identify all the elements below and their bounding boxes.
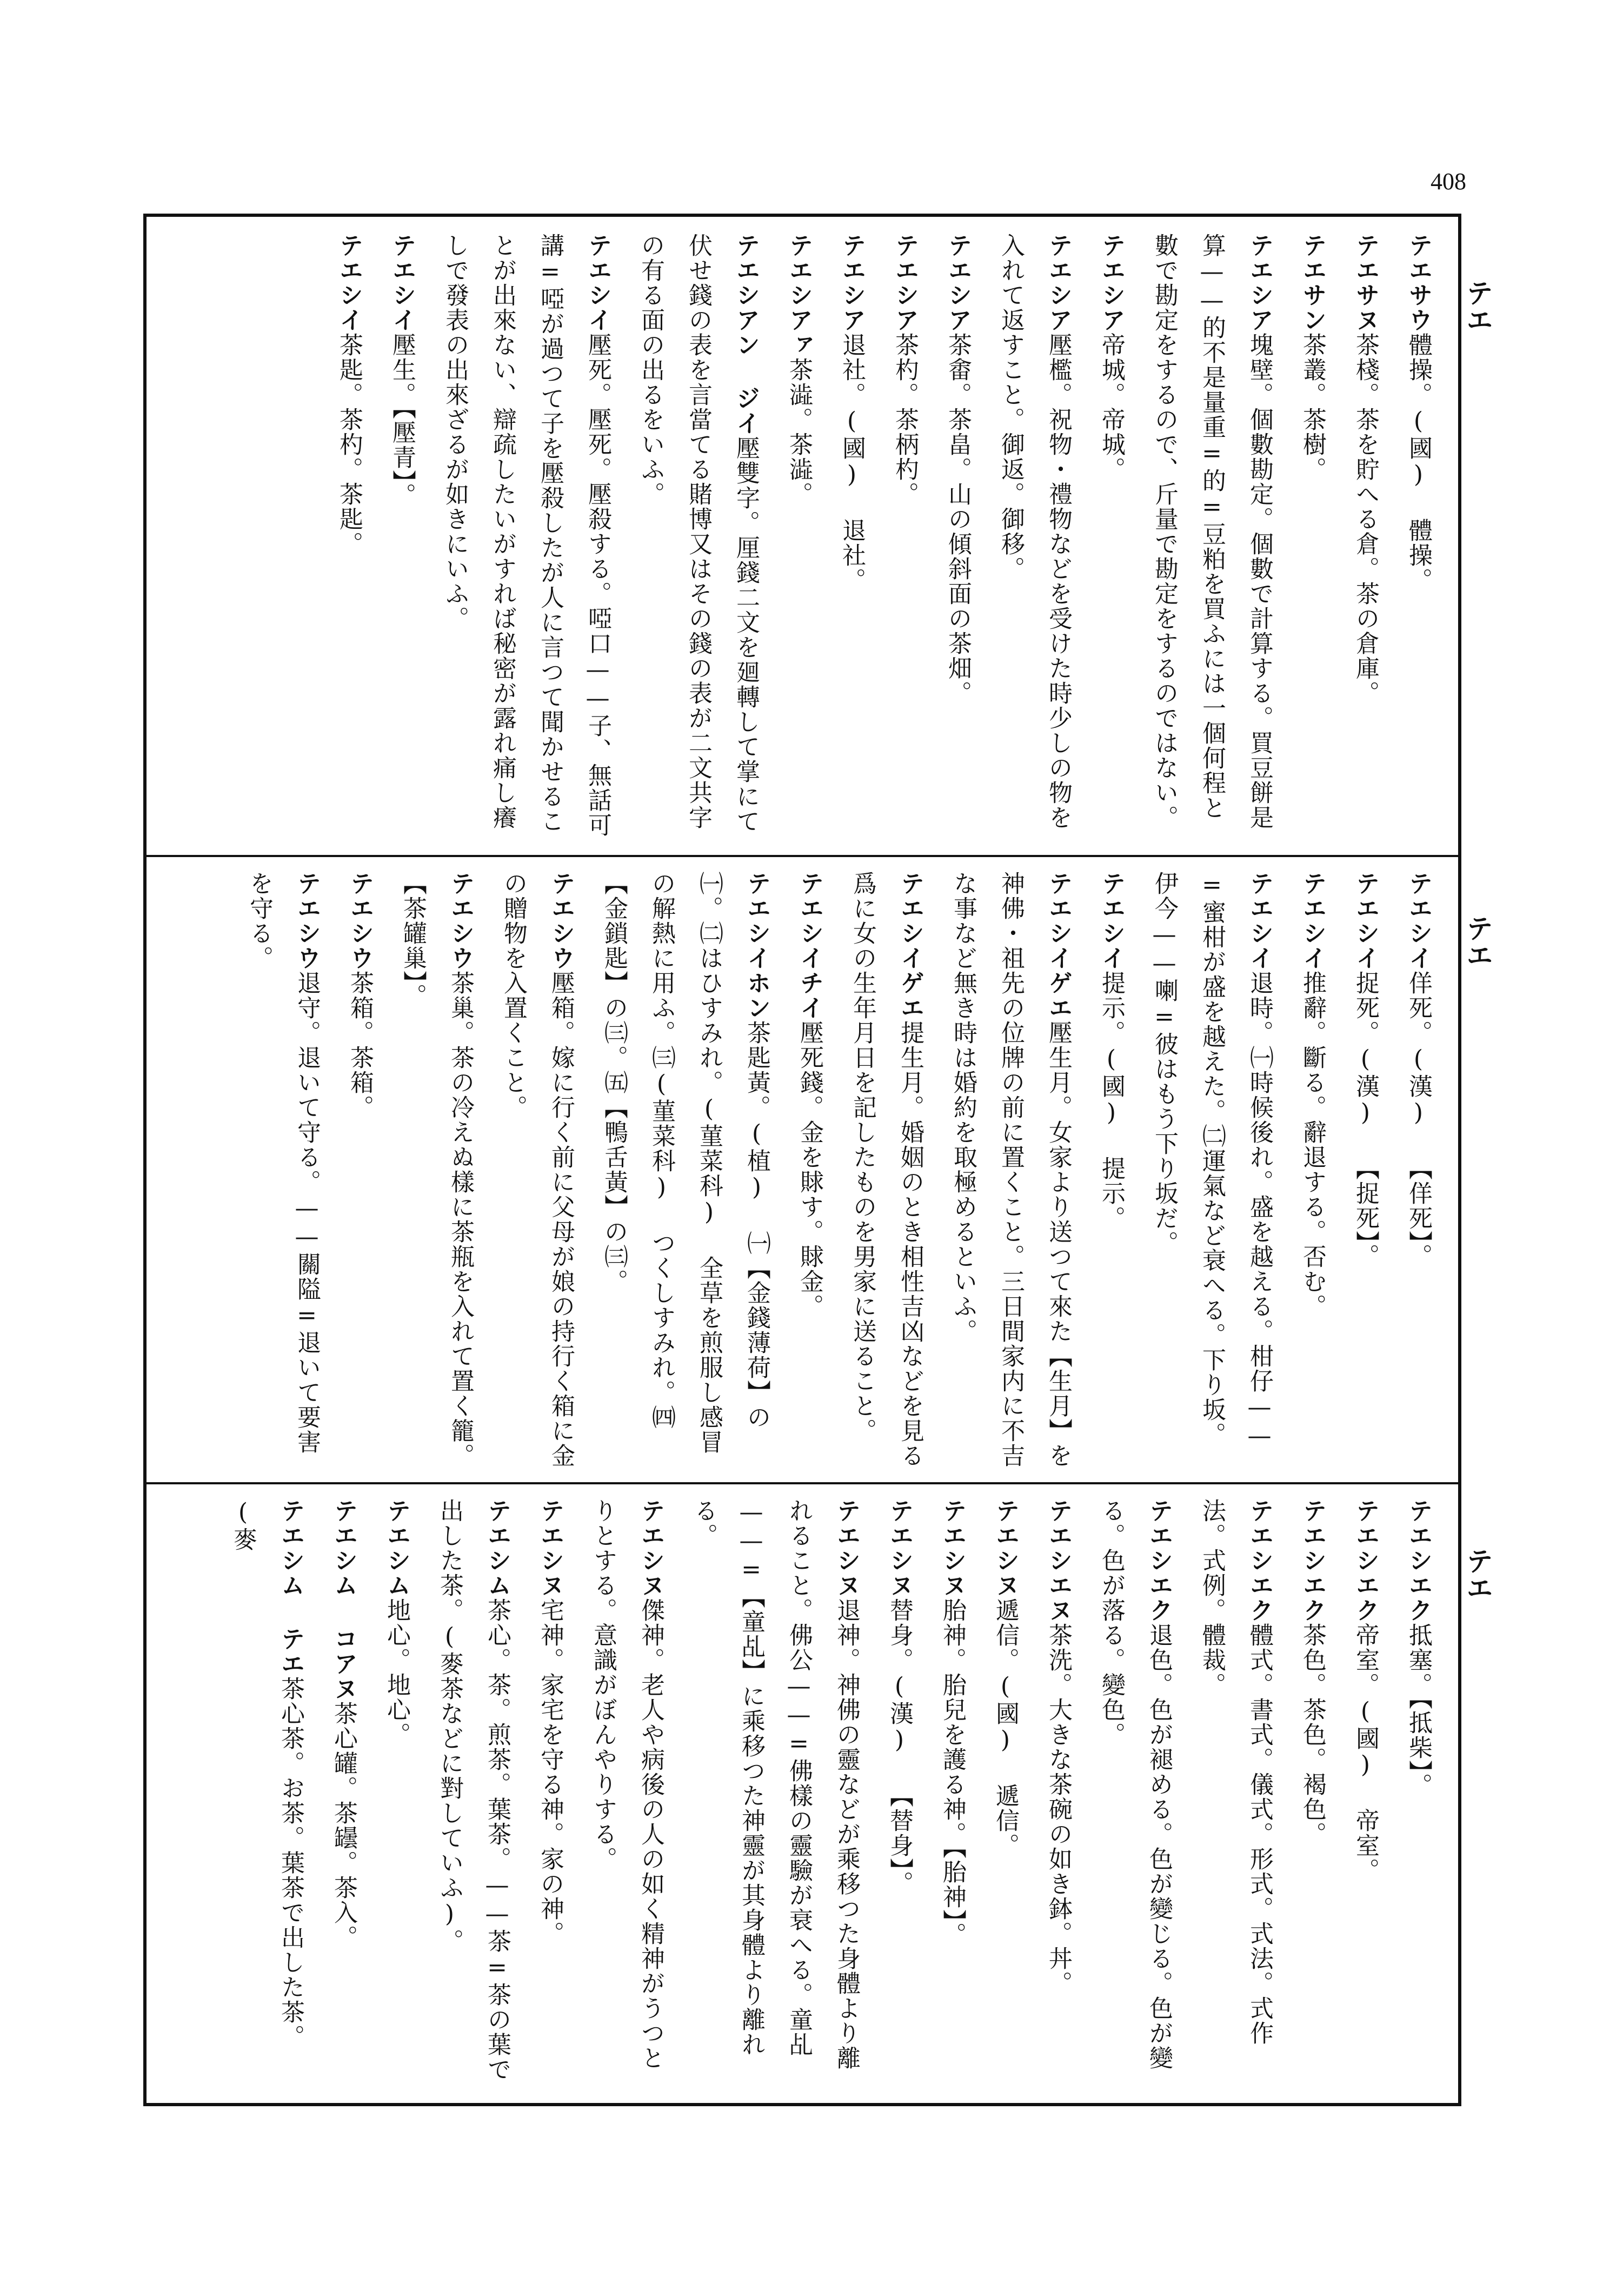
dictionary-entry: [389, 871, 484, 1469]
entry-headword: テエシイ: [1405, 871, 1432, 971]
dictionary-entry: [775, 233, 822, 841]
entry-definition: 茶箱。茶箱。: [346, 971, 374, 1120]
entry-headword: テエシエク: [1352, 1498, 1379, 1623]
dictionary-frame: [143, 214, 1493, 2106]
entry-headword: テエシイ: [1352, 871, 1379, 971]
dictionary-entry: [489, 871, 584, 1469]
entry-definition: 退神。神佛の靈などが乘移つた身體より離れること。佛公——=佛樣の靈驗が衰へる。童乩——=【童乩】に乘移つた神靈が其身體より離れる。: [690, 1498, 860, 2071]
entry-definition: 提生月。婚姻のとき相性吉凶などを見る爲に女の生年月日を記したものを男家に送ること。: [849, 871, 924, 1468]
entry-headword: テエシウ: [346, 871, 374, 971]
dictionary-entry: [1140, 233, 1283, 841]
section-marker: テエ: [1462, 279, 1493, 333]
dictionary-entry: [828, 233, 875, 841]
dictionary-entry: [1034, 1498, 1082, 2089]
entry-headword: テエシヌ: [536, 1498, 564, 1598]
dictionary-entry: [336, 871, 383, 1469]
entry-definition: 茶匙黃。(植) ㈠【金錢薄荷】の㈠。㈡はひすみれ。(菫菜科) 全草を煎服し感冒の解熱に用ふ。㈢(菫菜科) つくしすみれ。㈣【金鎖匙】の㈢。㈤【鴨舌黃】の㈢。: [600, 871, 770, 1455]
entry-headword: テエシム コアヌ: [330, 1498, 357, 1701]
entry-headword: テエシア: [944, 233, 972, 333]
dictionary-entry: [526, 1498, 574, 2089]
dictionary-entry: [1140, 871, 1283, 1469]
entry-headword: テエシイ: [335, 233, 363, 333]
entry-headword: テエシア: [838, 233, 866, 333]
entry-headword: テエサン: [1299, 233, 1326, 333]
dictionary-entry: [590, 871, 780, 1469]
entry-headword: テエシアァ: [785, 233, 813, 357]
dictionary-entry: [881, 233, 928, 841]
entry-definition: 帝城。帝城。: [1097, 333, 1125, 482]
entry-definition: 退社。(國) 退社。: [838, 333, 866, 593]
entry-definition: 胎神。胎兒を護る神。【胎神】。: [939, 1598, 966, 1947]
entry-definition: 提示。(國) 提示。: [1097, 971, 1125, 1231]
dictionary-entry: [680, 1498, 870, 2089]
entry-definition: 茶色。茶色。褐色。: [1299, 1623, 1326, 1847]
entry-headword: テエシウ: [547, 871, 575, 971]
entry-definition: 推辭。斷る。辭退する。否む。: [1299, 971, 1326, 1319]
entry-headword: テエシイゲエ: [1045, 871, 1072, 1020]
dictionary-entry: [987, 233, 1082, 841]
entry-definition: 茶心。茶。煎茶。葉茶。——茶=茶の葉で出した茶。(麥茶などに對していふ)。: [436, 1498, 511, 2082]
entry-definition: 塊壁。個數勘定。個數で計算する。買豆餅是算——的不是量重=的=豆粕を買ふには一個何程と數で勘定をするので、斤量で勘定をするのではない。: [1150, 233, 1273, 830]
entry-definition: 遞信。(國) 遞信。: [992, 1598, 1019, 1858]
dictionary-entry: [1341, 233, 1389, 841]
entry-definition: 壓死錢。金を賕す。賕金。: [796, 1020, 823, 1319]
entry-headword: テエシイ: [388, 233, 416, 333]
dictionary-entry: [939, 871, 1082, 1469]
entry-definition: 壓生。【壓青】。: [388, 333, 416, 508]
entry-definition: 壓雙字。厘錢二文を廻轉して掌にて伏せ錢の表を言當てる賭博又はその錢の表が二文共字の有る面の出るをいふ。: [637, 233, 760, 834]
dictionary-entry: [1288, 871, 1336, 1469]
entry-headword: テエシイホン: [743, 871, 770, 1020]
entry-definition: 壓死。壓死。壓殺する。啞口——子、無話可講=啞が過つて子を壓殺したが人に言つて聞かせることが出來ない、辯疏したいがすれば秘密が露れ痛し癢しで發表の出來ざるが如きにいふ。: [441, 233, 611, 838]
section-marker: テエ: [1462, 914, 1493, 968]
entry-headword: テエサヌ: [1352, 233, 1379, 333]
entry-columns: [163, 871, 1442, 1469]
dictionary-entry: [1394, 233, 1442, 841]
entry-definition: 茶畬。茶畠。山の傾斜面の茶畑。: [944, 333, 972, 706]
entry-headword: テエシエク: [1405, 1498, 1432, 1623]
entry-definition: 茶巢。茶の冷えぬ樣に茶瓶を入れて置く籠。【茶罐巢】。: [399, 871, 474, 1468]
dictionary-entry: [431, 233, 621, 841]
entry-definition: 佯死。(漢) 【佯死】。: [1405, 971, 1432, 1269]
entry-headword: テエシム: [483, 1498, 511, 1598]
entry-band-middle: [147, 855, 1458, 1484]
dictionary-entry: [425, 1498, 521, 2089]
dictionary-entry: [928, 1498, 976, 2089]
entry-headword: テエシウ: [293, 871, 321, 971]
entry-definition: 宅神。家宅を守る神。家の神。: [536, 1598, 564, 1946]
entry-definition: 茶澁。茶澁。: [785, 357, 813, 507]
entry-definition: 傑神。老人や病後の人の如く精神がうつとりとする。意識がぼんやりする。: [589, 1498, 664, 2071]
dictionary-entry: [235, 871, 330, 1469]
entry-definition: 茶洗。大きな茶碗の如き鉢。丼。: [1045, 1623, 1072, 1996]
entry-headword: テエシイ: [1097, 871, 1125, 971]
dictionary-entry: [378, 233, 425, 841]
page-number: 408: [1431, 168, 1466, 195]
dictionary-entry: [1087, 1498, 1182, 2089]
dictionary-entry: [1394, 871, 1442, 1469]
entry-headword: テエシエク: [1299, 1498, 1326, 1623]
dictionary-entry: [1288, 233, 1336, 841]
dictionary-entry: [1394, 1498, 1442, 2089]
dictionary-entry: [1087, 233, 1135, 841]
entry-headword: テエシア: [1097, 233, 1125, 333]
dictionary-entry: [373, 1498, 420, 2089]
dictionary-entry: [1087, 871, 1135, 1469]
dictionary-entry: [839, 871, 934, 1469]
dictionary-entry: [219, 1498, 314, 2089]
section-marker: テエ: [1462, 1547, 1493, 1601]
entry-definition: 茶叢。茶樹。: [1299, 333, 1326, 482]
entry-band-top: [147, 217, 1458, 857]
entry-definition: 茶杓。茶柄杓。: [891, 333, 919, 507]
entry-definition: 地心。地心。: [383, 1598, 410, 1747]
entry-definition: 退色。色が褪める。色が變じる。色が變る。色が落る。變色。: [1097, 1498, 1173, 2071]
entry-definition: 茶心茶。お茶。葉茶で出した茶。(麥: [229, 1498, 304, 2049]
dictionary-entry: [1288, 1498, 1336, 2089]
dictionary-entry: [981, 1498, 1029, 2089]
entry-headword: テエシヌ: [886, 1498, 913, 1598]
entry-headword: テエシイゲエ: [896, 871, 924, 1020]
dictionary-entry: [1341, 871, 1389, 1469]
dictionary-entry: [786, 871, 833, 1469]
dictionary-entry: [627, 233, 769, 841]
entry-definition: 體式。書式。儀式。形式。式法。式作法。式例。體裁。: [1198, 1498, 1273, 2046]
entry-definition: 壓生月。女家より送つて來た【生月】を神佛・祖先の位牌の前に置くこと。三日間家内に不吉な事など無き時は婚約を取極めるといふ。: [949, 871, 1072, 1468]
entry-headword: テエサウ: [1405, 233, 1432, 333]
entry-definition: 茶棧。茶を貯へる倉。茶の倉庫。: [1352, 333, 1379, 706]
entry-headword: テエシウ: [447, 871, 474, 971]
entry-definition: 帝室。(國) 帝室。: [1352, 1623, 1379, 1883]
entry-definition: 替身。(漢) 【替身】。: [886, 1598, 913, 1896]
entry-headword: テエシム テエ: [277, 1498, 304, 1676]
entry-headword: テエシアン ジイ: [732, 233, 760, 436]
entry-headword: テエシヌ: [939, 1498, 966, 1598]
entry-headword: テエシイ: [584, 233, 611, 333]
entry-headword: テエシヌ: [637, 1498, 664, 1598]
dictionary-entry: [1341, 1498, 1389, 2089]
entry-definition: 壓箱。嫁に行く前に父母が娘の持行く箱に金の贈物を入置くこと。: [500, 871, 575, 1468]
dictionary-entry: [875, 1498, 923, 2089]
entry-headword: テエシア: [1246, 233, 1273, 333]
entry-definition: 茶心罐。茶罎。茶入。: [330, 1701, 357, 1950]
entry-definition: 壓檻。祝物・禮物などを受けた時少しの物を入れて返すこと。御返。御移。: [997, 233, 1072, 830]
entry-definition: 體操。(國) 體操。: [1405, 333, 1432, 593]
entry-definition: 茶匙。茶杓。茶匙。: [335, 333, 363, 556]
entry-columns: [163, 233, 1442, 841]
entry-headword: テエシア: [891, 233, 919, 333]
entry-headword: テエシヌ: [833, 1498, 860, 1598]
dictionary-entry: [934, 233, 981, 841]
entry-headword: テエシイ: [1299, 871, 1326, 971]
dictionary-entry: [1188, 1498, 1283, 2089]
entry-headword: テエシエク: [1246, 1498, 1273, 1623]
entry-columns: [163, 1498, 1442, 2089]
entry-headword: テエシヌ: [992, 1498, 1019, 1598]
dictionary-entry: [579, 1498, 674, 2089]
entry-definition: 抵塞。【抵柴】。: [1405, 1623, 1432, 1798]
entry-headword: テエシエヌ: [1045, 1498, 1072, 1623]
entry-band-bottom: [147, 1482, 1458, 2103]
dictionary-entry: [325, 233, 373, 841]
entry-headword: テエシエク: [1145, 1498, 1173, 1623]
entry-headword: テエシア: [1045, 233, 1072, 333]
entry-definition: 退時。㈠時候後れ。盛を越える。柑仔——=蜜柑が盛を越えた。㈡運氣など衰へる。下り坂。伊今——喇=彼はもう下り坂だ。: [1150, 871, 1273, 1451]
entry-definition: 退守。退いて守る。——關隘=退いて要害を守る。: [245, 871, 321, 1455]
entry-headword: テエシイ: [1246, 871, 1273, 971]
entry-definition: 捉死。(漢) 【捉死】。: [1352, 971, 1379, 1269]
dictionary-entry: [320, 1498, 367, 2089]
entry-headword: テエシイチイ: [796, 871, 823, 1020]
entry-headword: テエシム: [383, 1498, 410, 1598]
